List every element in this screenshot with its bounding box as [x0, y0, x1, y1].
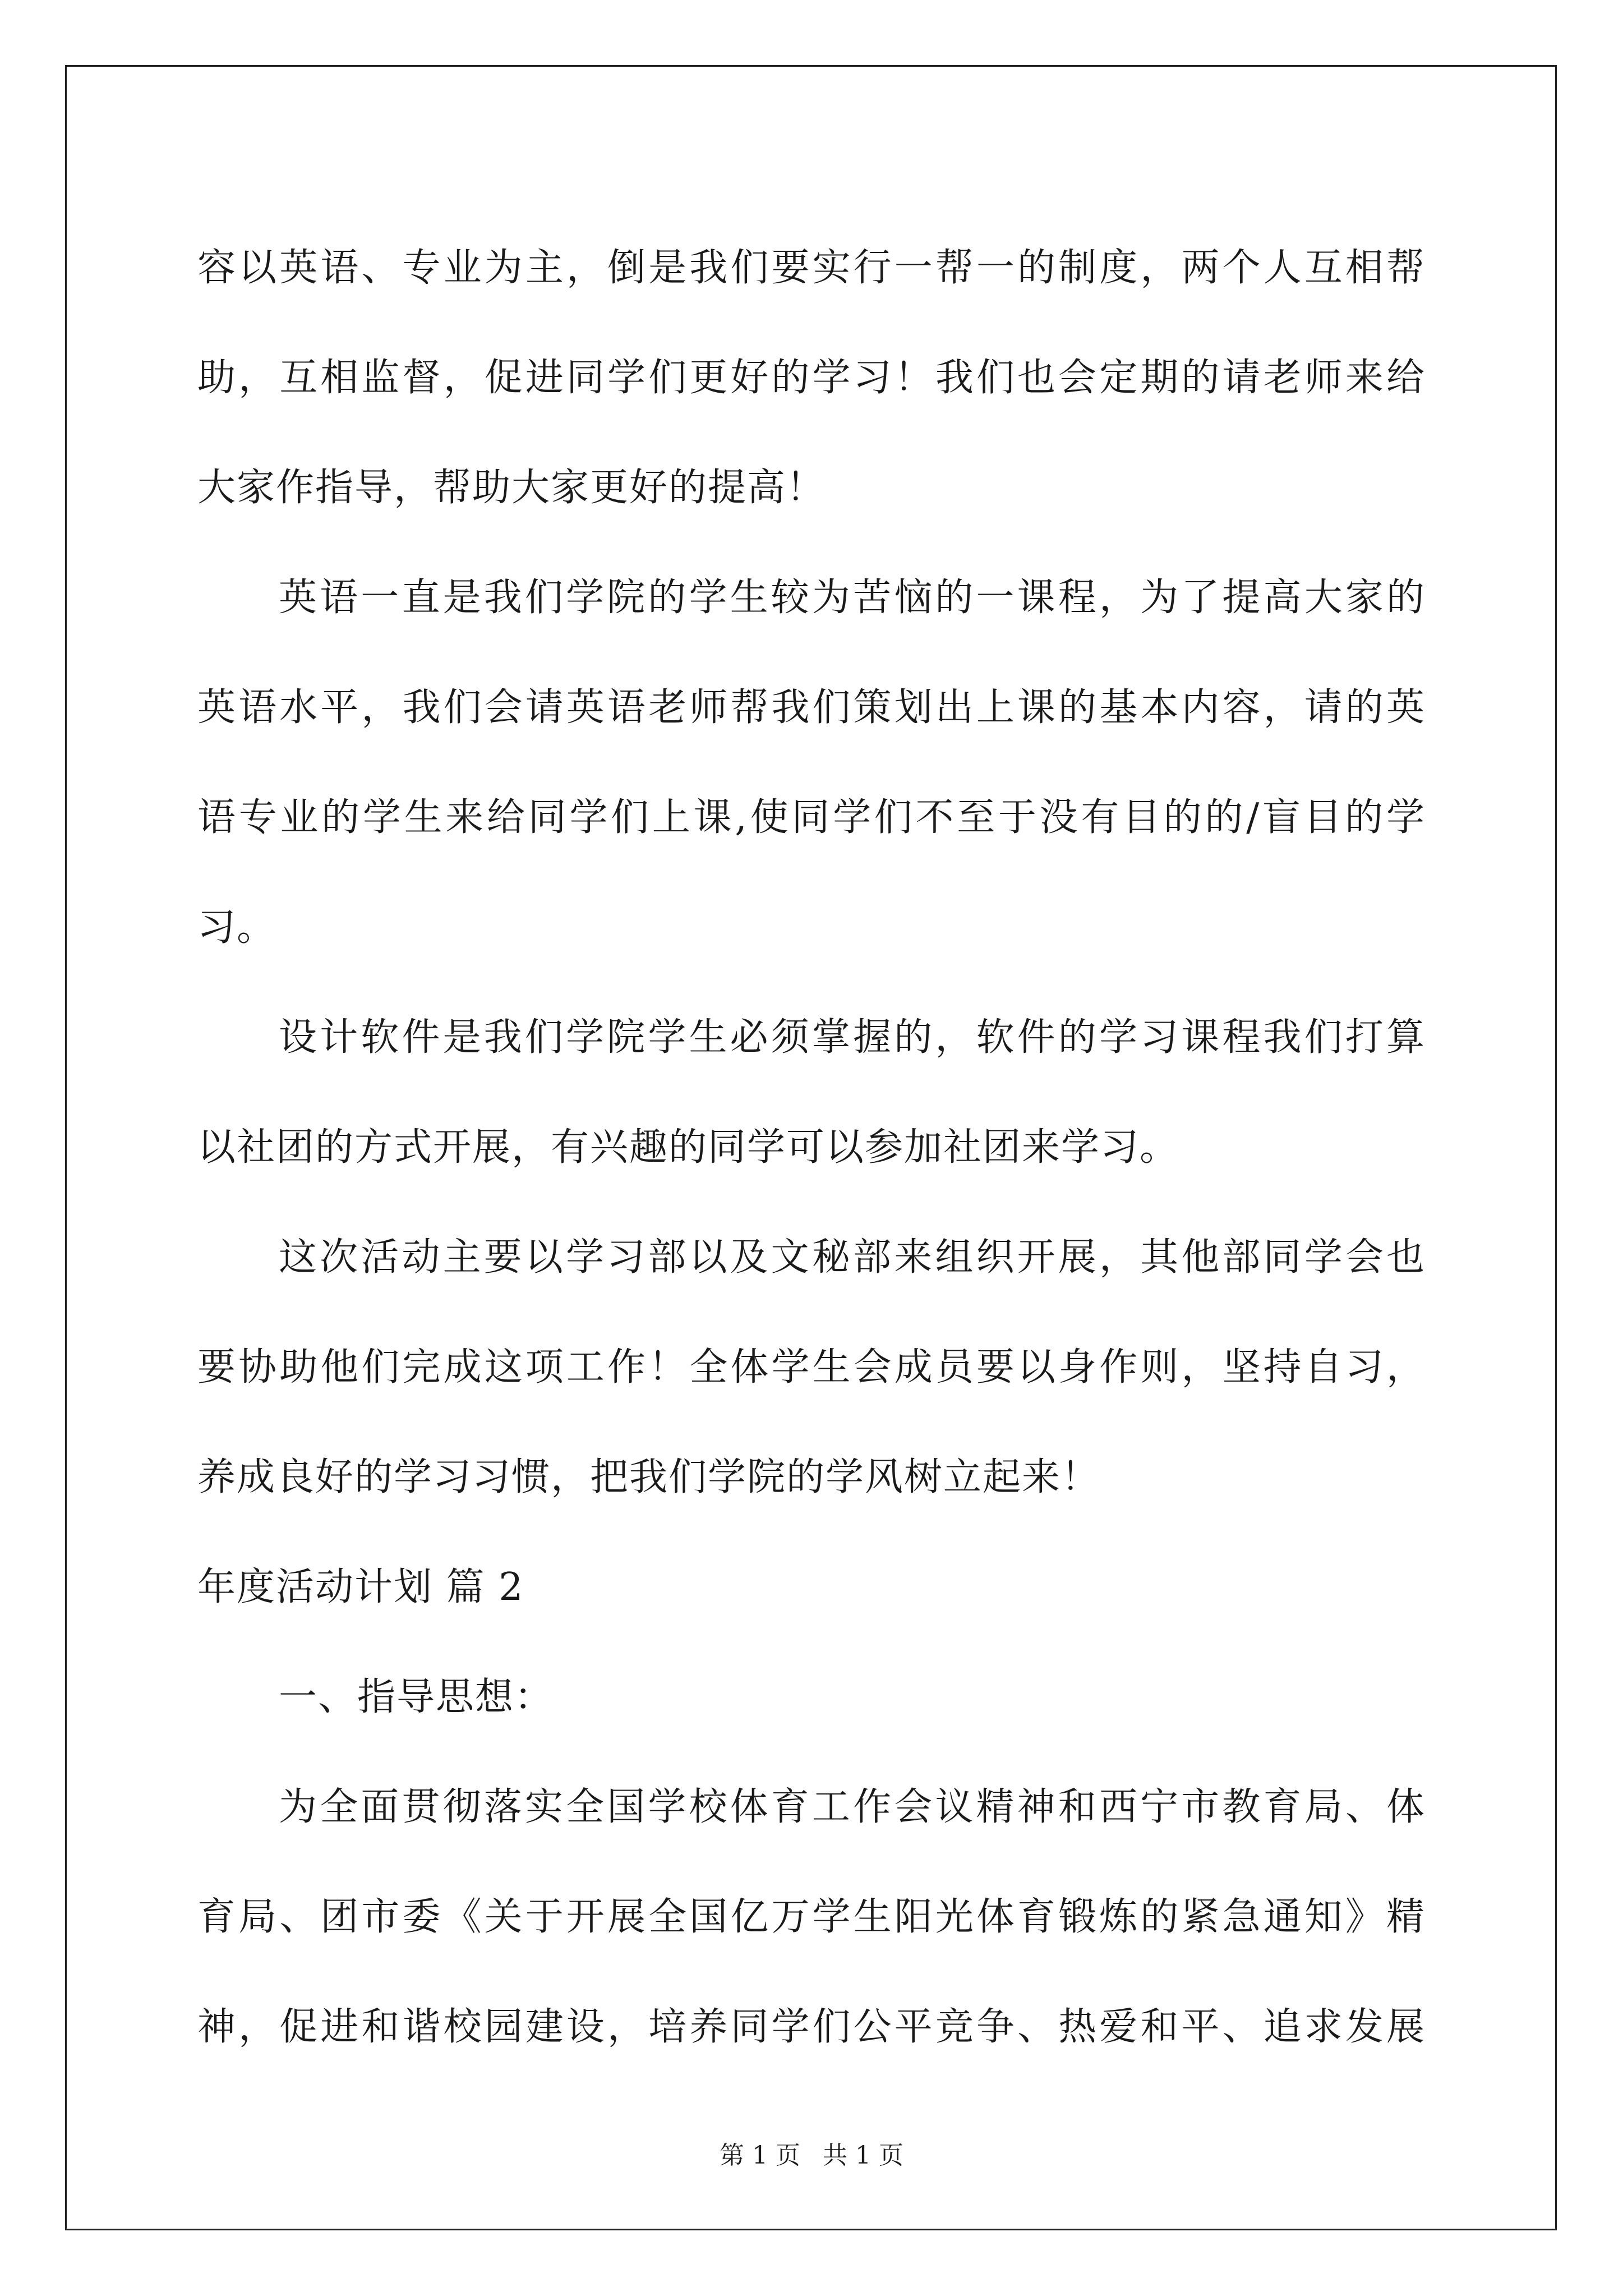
- text-line: 语专业的学生来给同学们上课,使同学们不至于没有目的的/盲目的学: [197, 795, 1426, 840]
- text-line: 大家作指导，帮助大家更好的提高！: [197, 466, 826, 510]
- text-line: 容以英语、专业为主，倒是我们要实行一帮一的制度，两个人互相帮: [197, 246, 1426, 290]
- text-line: 习。: [197, 905, 276, 950]
- text-line: 为全面贯彻落实全国学校体育工作会议精神和西宁市教育局、体: [279, 1785, 1426, 1829]
- page-number: 第 1 页: [720, 2141, 800, 2170]
- text-line: 要协助他们完成这项工作！全体学生会成员要以身作则，坚持自习，: [197, 1345, 1426, 1389]
- page-total: 共 1 页: [823, 2141, 903, 2170]
- text-line: 设计软件是我们学院学生必须掌握的，软件的学习课程我们打算: [279, 1015, 1426, 1060]
- page-footer: [0, 2135, 1623, 2171]
- document-body: [197, 213, 1426, 2082]
- text-line: 神，促进和谐校园建设，培养同学们公平竞争、热爱和平、追求发展: [197, 2005, 1426, 2049]
- text-line: 英语水平，我们会请英语老师帮我们策划出上课的基本内容，请的英: [197, 685, 1426, 730]
- text-line: 以社团的方式开展，有兴趣的同学可以参加社团来学习。: [197, 1125, 1179, 1170]
- text-line: 这次活动主要以学习部以及文秘部来组织开展，其他部同学会也: [279, 1235, 1426, 1280]
- subheading: 一、指导思想：: [279, 1675, 554, 1719]
- text-line: 育局、团市委《关于开展全国亿万学生阳光体育锻炼的紧急通知》精: [197, 1895, 1426, 1939]
- section-heading: 年度活动计划 篇 2: [197, 1565, 524, 1609]
- text-line: 养成良好的学习习惯，把我们学院的学风树立起来！: [197, 1455, 1101, 1499]
- text-line: 英语一直是我们学院的学生较为苦恼的一课程，为了提高大家的: [279, 576, 1426, 620]
- text-line: 助，互相监督，促进同学们更好的学习！我们也会定期的请老师来给: [197, 356, 1426, 400]
